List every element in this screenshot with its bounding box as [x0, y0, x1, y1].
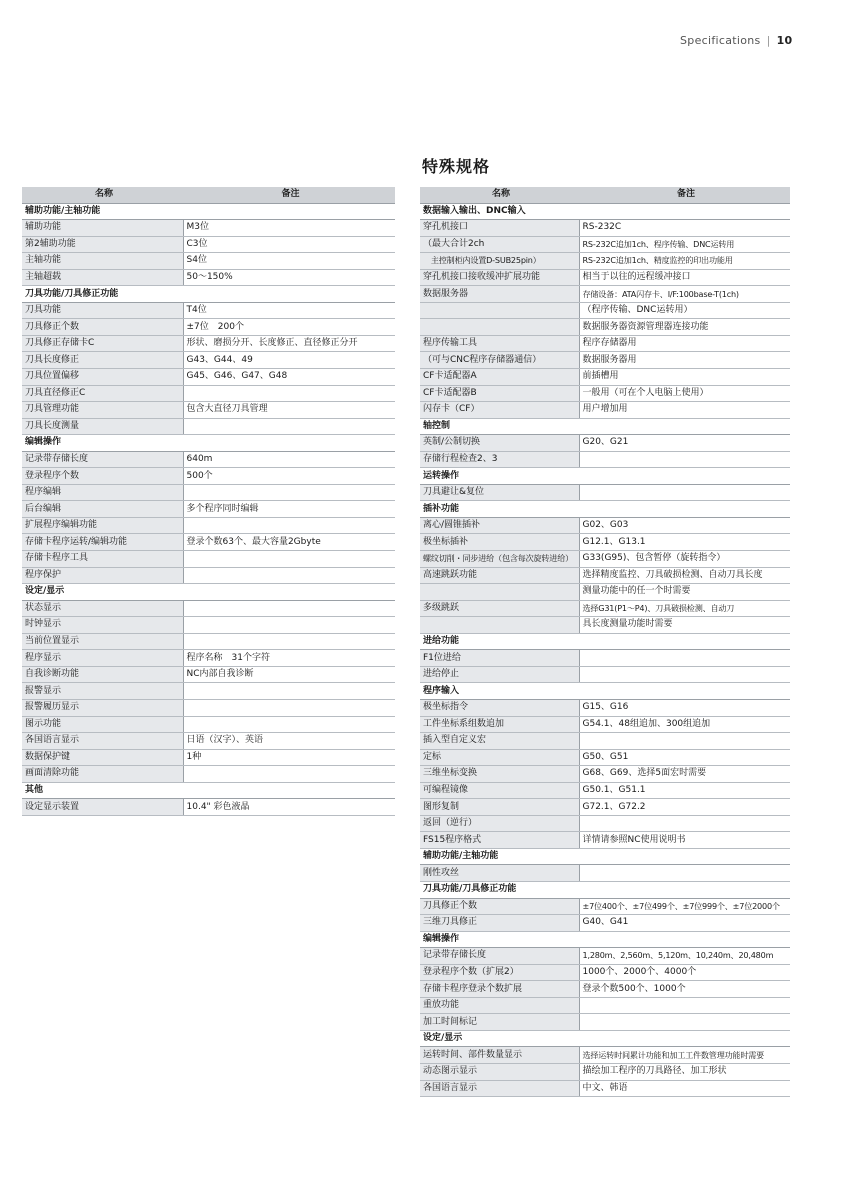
table-row — [420, 369, 790, 386]
spec-name-cell: 当前位置显示 — [22, 633, 183, 650]
spec-name-cell: 设定显示装置 — [22, 799, 183, 816]
spec-note-cell: （程序传输、DNC运转用） — [579, 302, 790, 319]
table-row — [22, 716, 395, 733]
spec-note-cell: G72.1、G72.2 — [579, 799, 790, 816]
table-row — [22, 799, 395, 816]
spec-name-cell: CF卡适配器A — [420, 369, 579, 386]
spec-note-cell: 1种 — [183, 749, 395, 766]
spec-name-cell: 图示功能 — [22, 716, 183, 733]
left-col-note-header: 备注 — [183, 187, 395, 203]
table-row — [22, 551, 395, 568]
category-label: 编辑操作 — [22, 435, 395, 452]
table-row — [420, 782, 790, 799]
table-row — [22, 683, 395, 700]
table-row — [22, 269, 395, 286]
spec-name-cell: 记录带存储长度 — [420, 948, 579, 965]
right-table-header-row — [420, 187, 790, 203]
section-title-special-specs: 特殊规格 — [422, 157, 491, 176]
table-row — [420, 766, 790, 783]
table-row — [420, 964, 790, 981]
category-row — [420, 683, 790, 700]
spec-note-cell — [579, 666, 790, 683]
table-row — [420, 699, 790, 716]
spec-name-cell: 存储卡程序登录个数扩展 — [420, 981, 579, 998]
spec-name-cell: 刀具修正个数 — [22, 319, 183, 336]
spec-note-cell: 存储设备：ATA闪存卡、I/F:100base-T(1ch) — [579, 286, 790, 303]
spec-note-cell: G15、G16 — [579, 699, 790, 716]
spec-name-cell: 进给停止 — [420, 666, 579, 683]
category-row — [22, 584, 395, 601]
spec-note-cell: 50～150% — [183, 269, 395, 286]
spec-name-cell: 刀具修正个数 — [420, 898, 579, 915]
table-row — [420, 617, 790, 634]
table-row — [420, 865, 790, 882]
spec-name-cell: 加工时间标记 — [420, 1014, 579, 1031]
spec-name-cell: 刀具避让&复位 — [420, 484, 579, 501]
table-row — [420, 600, 790, 617]
table-row — [22, 484, 395, 501]
category-row — [420, 931, 790, 948]
table-row — [22, 352, 395, 369]
table-row — [420, 451, 790, 468]
page-header — [680, 34, 793, 47]
spec-note-cell — [183, 633, 395, 650]
spec-name-cell: 极坐标指令 — [420, 699, 579, 716]
spec-name-cell: 程序编辑 — [22, 484, 183, 501]
spec-name-cell: 闪存卡（CF） — [420, 402, 579, 419]
table-row — [22, 468, 395, 485]
spec-name-cell: 主轴功能 — [22, 253, 183, 270]
category-label: 运转操作 — [420, 468, 790, 485]
category-row — [22, 782, 395, 799]
table-row — [22, 699, 395, 716]
table-row — [22, 220, 395, 237]
table-row — [22, 733, 395, 750]
category-label: 轴控制 — [420, 418, 790, 435]
spec-name-cell: 各国语言显示 — [22, 733, 183, 750]
spec-name-cell: 三维刀具修正 — [420, 915, 579, 932]
right-col-name-header: 名称 — [420, 187, 579, 203]
spec-note-cell: ±7位 200个 — [183, 319, 395, 336]
spec-note-cell — [579, 484, 790, 501]
spec-name-cell: 极坐标插补 — [420, 534, 579, 551]
table-row — [420, 997, 790, 1014]
table-row — [420, 319, 790, 336]
table-row — [420, 567, 790, 584]
spec-note-cell: 1,280m、2,560m、5,120m、10,240m、20,480m — [579, 948, 790, 965]
spec-note-cell — [183, 567, 395, 584]
category-row — [420, 633, 790, 650]
spec-name-cell: 英制/公制切换 — [420, 435, 579, 452]
spec-note-cell — [183, 551, 395, 568]
category-label: 其他 — [22, 782, 395, 799]
spec-note-cell: G68、G69、选择5面宏时需要 — [579, 766, 790, 783]
spec-note-cell — [183, 617, 395, 634]
category-row — [22, 203, 395, 220]
spec-name-cell: 辅助功能 — [22, 220, 183, 237]
category-row — [22, 286, 395, 303]
spec-note-cell: 测量功能中的任一个时需要 — [579, 584, 790, 601]
table-row — [420, 832, 790, 849]
table-row — [420, 517, 790, 534]
table-row — [420, 236, 790, 253]
spec-note-cell: G45、G46、G47、G48 — [183, 369, 395, 386]
category-label: 辅助功能/主轴功能 — [420, 848, 790, 865]
table-row — [420, 1080, 790, 1097]
spec-name-cell: 各国语言显示 — [420, 1080, 579, 1097]
spec-name-cell: 数据保护键 — [22, 749, 183, 766]
spec-name-cell: CF卡适配器B — [420, 385, 579, 402]
spec-name-cell: 返回（逆行） — [420, 815, 579, 832]
spec-note-cell — [183, 600, 395, 617]
spec-name-cell: 报警显示 — [22, 683, 183, 700]
table-row — [420, 815, 790, 832]
spec-name-cell: 记录带存储长度 — [22, 451, 183, 468]
spec-note-cell — [183, 418, 395, 435]
spec-name-cell: 画面清除功能 — [22, 766, 183, 783]
spec-note-cell — [183, 699, 395, 716]
table-row — [420, 402, 790, 419]
spec-name-cell — [420, 617, 579, 634]
spec-name-cell: 可编程镜像 — [420, 782, 579, 799]
spec-note-cell: 日语（汉字）、英语 — [183, 733, 395, 750]
table-row — [420, 1063, 790, 1080]
spec-note-cell — [183, 484, 395, 501]
table-row — [22, 385, 395, 402]
spec-note-cell: 500个 — [183, 468, 395, 485]
spec-note-cell: G12.1、G13.1 — [579, 534, 790, 551]
category-label: 程序输入 — [420, 683, 790, 700]
spec-name-cell: 刀具长度修正 — [22, 352, 183, 369]
spec-name-cell: 时钟显示 — [22, 617, 183, 634]
table-row — [420, 1014, 790, 1031]
table-row — [22, 319, 395, 336]
table-row — [22, 253, 395, 270]
spec-name-cell — [420, 584, 579, 601]
spec-note-cell: 选择G31(P1～P4)、刀具破损检测、自动刀 — [579, 600, 790, 617]
spec-note-cell: 中文、韩语 — [579, 1080, 790, 1097]
table-row — [420, 302, 790, 319]
table-row — [420, 948, 790, 965]
spec-name-cell: 图形复制 — [420, 799, 579, 816]
category-row — [420, 418, 790, 435]
spec-note-cell: T4位 — [183, 302, 395, 319]
spec-note-cell — [183, 716, 395, 733]
spec-name-cell: 登录程序个数（扩展2） — [420, 964, 579, 981]
table-row — [420, 385, 790, 402]
spec-note-cell: 选择精度监控、刀具破损检测、自动刀具长度 — [579, 567, 790, 584]
spec-note-cell — [183, 766, 395, 783]
spec-note-cell: 10.4" 彩色液晶 — [183, 799, 395, 816]
spec-note-cell: 一般用（可在个人电脑上使用） — [579, 385, 790, 402]
table-row — [420, 253, 790, 270]
spec-name-cell: 穿孔机接口接收缓冲扩展功能 — [420, 269, 579, 286]
table-row — [22, 501, 395, 518]
category-row — [420, 203, 790, 220]
table-row — [420, 584, 790, 601]
spec-name-cell — [420, 319, 579, 336]
table-row — [420, 220, 790, 237]
category-label: 插补功能 — [420, 501, 790, 518]
table-row — [420, 650, 790, 667]
table-row — [420, 335, 790, 352]
spec-note-cell: G43、G44、49 — [183, 352, 395, 369]
spec-note-cell: 包含大直径刀具管理 — [183, 402, 395, 419]
table-row — [22, 666, 395, 683]
spec-name-cell: 登录程序个数 — [22, 468, 183, 485]
spec-name-cell: 螺纹切削・同步进给（包含每次旋转进给） — [420, 551, 579, 568]
spec-note-cell: 形状、磨损分开、长度修正、直径修正分开 — [183, 335, 395, 352]
spec-note-cell: 选择运转时间累计功能和加工工件数管理功能时需要 — [579, 1047, 790, 1064]
table-row — [420, 799, 790, 816]
spec-note-cell — [579, 733, 790, 750]
table-row — [420, 898, 790, 915]
spec-note-cell: ±7位400个、±7位499个、±7位999个、±7位2000个 — [579, 898, 790, 915]
category-row — [420, 468, 790, 485]
spec-name-cell: 刀具直径修正C — [22, 385, 183, 402]
spec-name-cell: 离心/圆锥插补 — [420, 517, 579, 534]
table-row — [420, 915, 790, 932]
spec-name-cell: 程序保护 — [22, 567, 183, 584]
category-row — [420, 848, 790, 865]
spec-name-cell: 穿孔机接口 — [420, 220, 579, 237]
table-row — [420, 484, 790, 501]
table-row — [420, 733, 790, 750]
spec-note-cell: G54.1、48组追加、300组追加 — [579, 716, 790, 733]
spec-note-cell: 相当于以往的远程缓冲接口 — [579, 269, 790, 286]
spec-name-cell: 刀具长度测量 — [22, 418, 183, 435]
spec-note-cell: G50.1、G51.1 — [579, 782, 790, 799]
category-label: 进给功能 — [420, 633, 790, 650]
left-spec-table — [22, 187, 395, 816]
category-row — [420, 501, 790, 518]
table-row — [22, 418, 395, 435]
spec-name-cell: FS15程序格式 — [420, 832, 579, 849]
table-row — [22, 451, 395, 468]
spec-note-cell: 640m — [183, 451, 395, 468]
category-row — [22, 435, 395, 452]
spec-name-cell: 工件坐标系组数追加 — [420, 716, 579, 733]
spec-name-cell: 扩展程序编辑功能 — [22, 517, 183, 534]
spec-name-cell: 定标 — [420, 749, 579, 766]
spec-note-cell: 用户增加用 — [579, 402, 790, 419]
table-row — [420, 435, 790, 452]
spec-name-cell: 程序显示 — [22, 650, 183, 667]
spec-note-cell: 数据服务器资源管理器连接功能 — [579, 319, 790, 336]
table-row — [420, 666, 790, 683]
table-row — [420, 981, 790, 998]
spec-note-cell: M3位 — [183, 220, 395, 237]
table-row — [22, 766, 395, 783]
table-row — [22, 617, 395, 634]
spec-note-cell — [183, 517, 395, 534]
category-label: 设定/显示 — [420, 1030, 790, 1047]
spec-note-cell — [579, 815, 790, 832]
spec-name-cell: 后台编辑 — [22, 501, 183, 518]
table-row — [22, 335, 395, 352]
spec-name-cell: 存储卡程序运转/编辑功能 — [22, 534, 183, 551]
spec-note-cell: 登录个数63个、最大容量2Gbyte — [183, 534, 395, 551]
spec-name-cell: 第2辅助功能 — [22, 236, 183, 253]
table-row — [22, 369, 395, 386]
table-row — [420, 749, 790, 766]
category-label: 辅助功能/主轴功能 — [22, 203, 395, 220]
table-row — [22, 517, 395, 534]
spec-name-cell: （最大合计2ch — [420, 236, 579, 253]
category-label: 数据输入输出、DNC输入 — [420, 203, 790, 220]
spec-name-cell: 动态图示显示 — [420, 1063, 579, 1080]
page-number: 10 — [776, 34, 793, 47]
spec-name-cell: 程序传输工具 — [420, 335, 579, 352]
header-separator: | — [766, 34, 771, 47]
header-section-label: Specifications — [680, 34, 761, 47]
category-label: 刀具功能/刀具修正功能 — [22, 286, 395, 303]
spec-name-cell: 刀具修正存储卡C — [22, 335, 183, 352]
category-label: 设定/显示 — [22, 584, 395, 601]
spec-name-cell — [420, 302, 579, 319]
spec-name-cell: 三维坐标变换 — [420, 766, 579, 783]
spec-note-cell: 具长度测量功能时需要 — [579, 617, 790, 634]
table-row — [420, 716, 790, 733]
table-row — [22, 749, 395, 766]
spec-name-cell: 自我诊断功能 — [22, 666, 183, 683]
right-col-note-header: 备注 — [579, 187, 790, 203]
table-row — [22, 567, 395, 584]
spec-note-cell: S4位 — [183, 253, 395, 270]
spec-note-cell — [579, 1014, 790, 1031]
left-col-name-header: 名称 — [22, 187, 183, 203]
spec-note-cell: 数据服务器用 — [579, 352, 790, 369]
spec-name-cell: 插入型自定义宏 — [420, 733, 579, 750]
spec-note-cell: 详情请参照NC使用说明书 — [579, 832, 790, 849]
spec-name-cell: 主轴超载 — [22, 269, 183, 286]
table-row — [420, 269, 790, 286]
table-row — [22, 236, 395, 253]
spec-name-cell: 运转时间、部件数量显示 — [420, 1047, 579, 1064]
spec-note-cell — [579, 997, 790, 1014]
spec-name-cell: 状态显示 — [22, 600, 183, 617]
spec-note-cell: G40、G41 — [579, 915, 790, 932]
table-row — [22, 633, 395, 650]
spec-name-cell: 刀具管理功能 — [22, 402, 183, 419]
spec-name-cell: 存储卡程序工具 — [22, 551, 183, 568]
spec-name-cell: 刚性攻丝 — [420, 865, 579, 882]
spec-name-cell: 重放功能 — [420, 997, 579, 1014]
category-row — [420, 1030, 790, 1047]
table-row — [22, 534, 395, 551]
spec-note-cell — [579, 650, 790, 667]
left-table-header-row — [22, 187, 395, 203]
category-row — [420, 881, 790, 898]
spec-note-cell: 1000个、2000个、4000个 — [579, 964, 790, 981]
table-row — [420, 551, 790, 568]
table-row — [420, 534, 790, 551]
spec-note-cell: 程序名称 31个字符 — [183, 650, 395, 667]
spec-name-cell: 刀具功能 — [22, 302, 183, 319]
table-row — [22, 650, 395, 667]
spec-note-cell — [183, 683, 395, 700]
spec-note-cell: G33(G95)、包含暂停（旋转指令） — [579, 551, 790, 568]
spec-name-cell: 存储行程检查2、3 — [420, 451, 579, 468]
spec-name-cell: 刀具位置偏移 — [22, 369, 183, 386]
spec-note-cell: NC内部自我诊断 — [183, 666, 395, 683]
spec-note-cell: 前插槽用 — [579, 369, 790, 386]
spec-note-cell: RS-232C追加1ch、程序传输、DNC运转用 — [579, 236, 790, 253]
spec-name-cell: （可与CNC程序存储器通信） — [420, 352, 579, 369]
spec-name-cell: 高速跳跃功能 — [420, 567, 579, 584]
table-row — [22, 302, 395, 319]
spec-note-cell: C3位 — [183, 236, 395, 253]
table-row — [420, 1047, 790, 1064]
category-label: 编辑操作 — [420, 931, 790, 948]
spec-note-cell: 程序存储器用 — [579, 335, 790, 352]
right-spec-table — [420, 187, 790, 1097]
spec-name-cell: 主控制柜内设置D-SUB25pin） — [420, 253, 579, 270]
spec-note-cell: G02、G03 — [579, 517, 790, 534]
spec-note-cell: RS-232C追加1ch、精度监控的印出功能用 — [579, 253, 790, 270]
spec-note-cell: 登录个数500个、1000个 — [579, 981, 790, 998]
spec-note-cell: G50、G51 — [579, 749, 790, 766]
table-row — [22, 600, 395, 617]
spec-name-cell: 报警履历显示 — [22, 699, 183, 716]
spec-name-cell: 多级跳跃 — [420, 600, 579, 617]
category-label: 刀具功能/刀具修正功能 — [420, 881, 790, 898]
table-row — [420, 352, 790, 369]
spec-note-cell — [183, 385, 395, 402]
spec-note-cell: 多个程序同时编辑 — [183, 501, 395, 518]
spec-note-cell — [579, 865, 790, 882]
spec-note-cell: G20、G21 — [579, 435, 790, 452]
table-row — [22, 402, 395, 419]
spec-note-cell — [579, 451, 790, 468]
spec-note-cell: 描绘加工程序的刀具路径、加工形状 — [579, 1063, 790, 1080]
spec-name-cell: 数据服务器 — [420, 286, 579, 303]
table-row — [420, 286, 790, 303]
spec-name-cell: F1位进给 — [420, 650, 579, 667]
spec-note-cell: RS-232C — [579, 220, 790, 237]
